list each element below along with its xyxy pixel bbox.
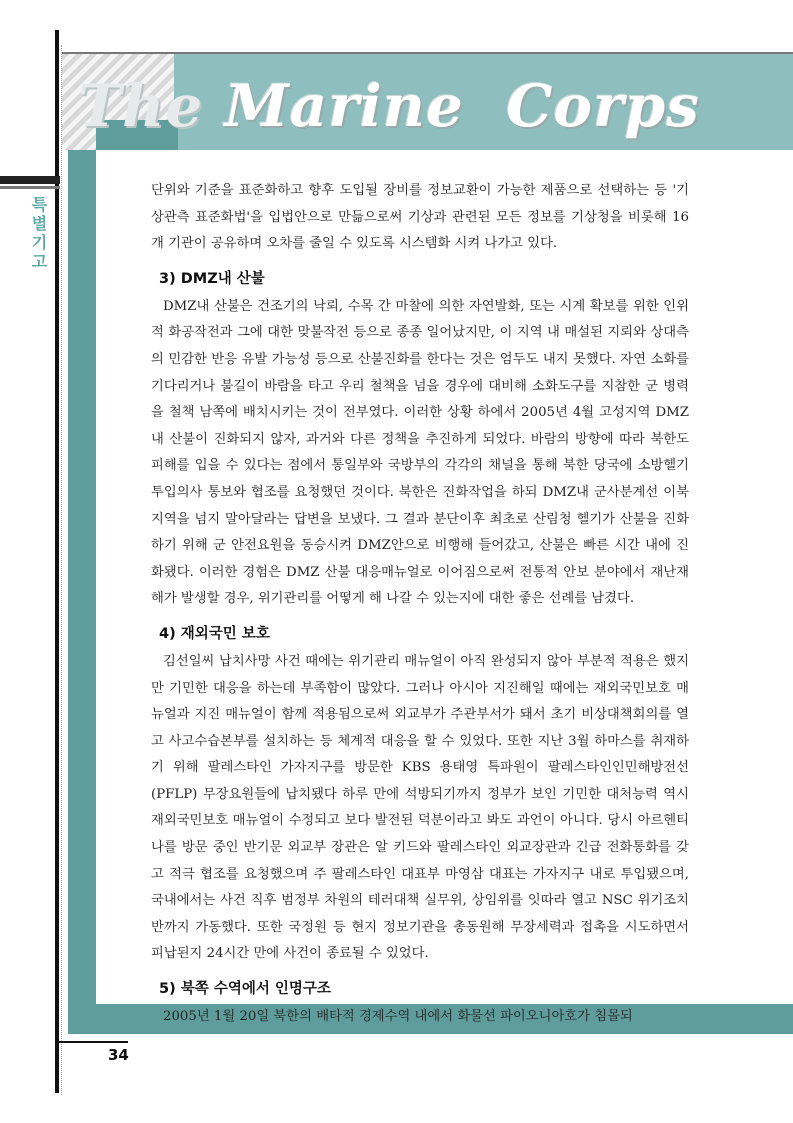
frame-left — [68, 150, 96, 1034]
paragraph-dmz-fire: DMZ내 산불은 건조기의 낙뢰, 수목 간 마찰에 의한 자연발화, 또는 시계 확보를 위한 인위적 화공작전과 그에 대한 맞불작전 등으로 종종 일어났지만, 이 지역 내 매설된 지뢰와 상대측의 민감한 반응 유발 가능성 등으로 산불진화를 한다는 것은 엄두도 내지 못했다. 자연 소화를 기다리거나 불길이 바람을 타고 우리 철책을 넘을 경우에 대비해 소화도구를 지참한 군 병력을 철책 남쪽에 배치시키는 것이 전부였다. 이러한 상황 하에서 2005년 4월 고성지역 DMZ내 산불이 진화되지 않자, 과거와 다른 정책을 추진하게 되었다. 바람의 방향에 따라 북한도 피해를 입을 수 있다는 점에서 통일부와 국방부의 각각의 채널을 통해 북한 당국에 소방헬기 투입의사 통보와 협조를 요청했던 것이다. 북한은 진화작업을 하되 DMZ내 군사분계선 이북지역을 넘지 말아달라는 답변을 보냈다. 그 결과 분단이후 최초로 산림청 헬기가 산불을 진화하기 위해 군 안전요원을 동승시켜 DMZ안으로 비행해 들어갔고, 산불은 빠른 시간 내에 진화됐다. 이러한 경험은 DMZ 산불 대응매뉴얼로 이어짐으로써 전통적 안보 분야에서 재난재해가 발생할 경우, 위기관리를 어떻게 해 나갈 수 있는지에 대한 좋은 선례를 남겼다. — [151, 298, 689, 607]
side-tab-label: 특별기고 — [29, 196, 48, 272]
section-heading-north-waters-rescue: 5) 북쪽 수역에서 인명구조 — [159, 981, 331, 998]
left-dotted-guide — [61, 45, 62, 1095]
side-tab-bar — [0, 176, 60, 184]
section-heading-overseas-citizens: 4) 재외국민 보호 — [159, 625, 270, 642]
article-body — [151, 178, 689, 1031]
paragraph-north-waters-rescue: 2005년 1월 20일 북한의 배타적 경제수역 내에서 화물선 파이오니아호가 침몰되 — [163, 1009, 633, 1025]
paragraph-overseas-citizens: 김선일씨 납치사망 사건 때에는 위기관리 매뉴얼이 아직 완성되지 않아 부분적 적용은 했지만 기민한 대응을 하는데 부족함이 많았다. 그러나 아시아 지진해일 때에는 재외국민보호 매뉴얼과 지진 매뉴얼이 함께 적용됨으로써 외교부가 주관부서가 돼서 초기 비상대책회의를 열고 사고수습본부를 설치하는 등 체계적 대응을 할 수 있었다. 또한 지난 3월 하마스를 취재하기 위해 팔레스타인 가자지구를 방문한 KBS 용태영 특파원이 팔레스타인인민해방전선(PFLP) 무장요원들에 납치됐다 하루 만에 석방되기까지 정부가 보인 기민한 대처능력 역시 재외국민보호 매뉴얼이 수정되고 보다 발전된 덕분이라고 봐도 과언이 아니다. 당시 아르헨티나를 방문 중인 반기문 외교부 장관은 알 키드와 팔레스타인 외교장관과 긴급 전화통화를 갖고 적극 협조를 요청했으며 주 팔레스타인 대표부 마영삼 대표는 가자지구 내로 투입됐으며, 국내에서는 사건 직후 범정부 차원의 테러대책 실무위, 상임위를 잇따라 열고 NSC 위기조치반까지 가동했다. 또한 국정원 등 현지 정보기관을 총동원해 무장세력과 접촉을 시도하면서 피납된지 24시간 만에 사건이 종료될 수 있었다. — [151, 653, 689, 962]
header-title — [78, 72, 700, 140]
paragraph-intro: 단위와 기준을 표준화하고 향후 도입될 장비를 정보교환이 가능한 제품으로 선택하는 등 '기상관측 표준화법'을 입법안으로 만듦으로써 기상과 관련된 모든 정보를 기상청을 비롯해 16개 기관이 공유하며 오차를 줄일 수 있도록 시스템화 시켜 나가고 있다. — [151, 183, 689, 252]
section-heading-dmz-fire: 3) DMZ내 산불 — [159, 270, 265, 287]
page-number: 34 — [108, 1046, 129, 1064]
side-tab-bar-thin — [0, 186, 60, 189]
header-title-word1: The — [78, 72, 204, 140]
header-title-word2: Marine Corps — [224, 72, 700, 140]
side-tab — [0, 176, 60, 272]
page-number-rule — [58, 1041, 128, 1043]
